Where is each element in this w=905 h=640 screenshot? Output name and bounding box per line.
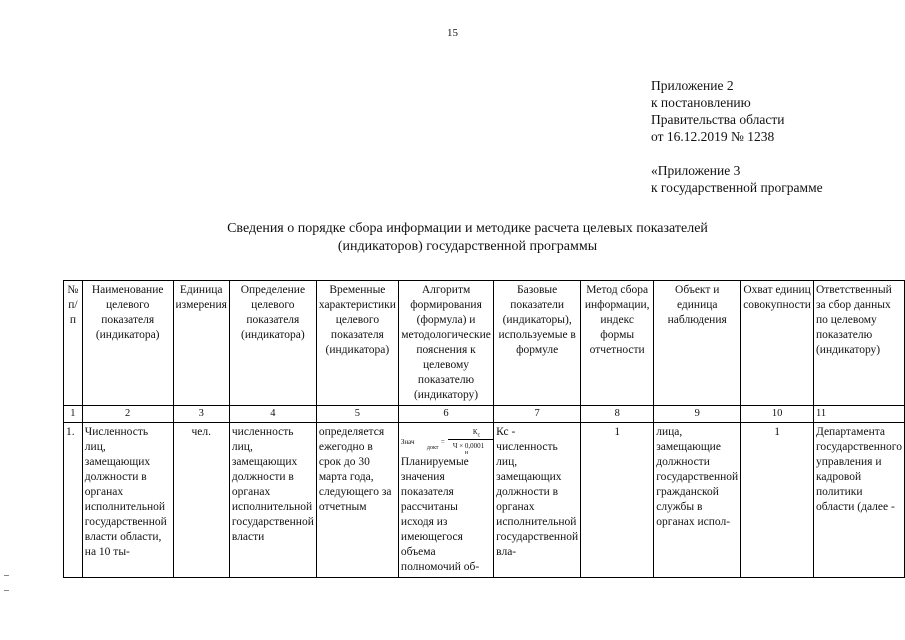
header-cell: Базовые показатели (индикаторы), используемые в формуле bbox=[494, 281, 581, 406]
responsible: Департамента государственного управления и кадровой политики области (далее - bbox=[813, 423, 904, 578]
indicator-name: Численность лиц, замещающих должности в органах исполнительной государственной власти области, на 10 ты- bbox=[82, 423, 173, 578]
unit-of-measure: чел. bbox=[173, 423, 229, 578]
column-number-row bbox=[64, 406, 905, 423]
column-number: 4 bbox=[229, 406, 316, 423]
row-number: 1. bbox=[64, 423, 83, 578]
appendix-line: от 16.12.2019 № 1238 bbox=[651, 129, 775, 144]
header-cell: № п/п bbox=[64, 281, 83, 406]
formula-denominator: Ч × 0,0001 bbox=[452, 442, 485, 450]
appendix-line: к постановлению bbox=[651, 95, 751, 110]
column-number: 8 bbox=[581, 406, 654, 423]
header-cell: Определение целевого показателя (индикатора) bbox=[229, 281, 316, 406]
time-characteristics: определяется ежегодно в срок до 30 марта года, следующего за отчетным bbox=[316, 423, 398, 578]
column-number: 9 bbox=[654, 406, 741, 423]
column-number: 7 bbox=[494, 406, 581, 423]
appendix-sub-line: к государственной программе bbox=[651, 180, 823, 195]
header-cell: Алгоритм формирования (формула) и методологические пояснения к целевому показателю (индикатору) bbox=[398, 281, 493, 406]
indicators-table bbox=[63, 280, 905, 578]
indicator-definition: численность лиц, замещающих должности в органах исполнительной государственной власти bbox=[229, 423, 316, 578]
formula-fraction-line bbox=[448, 439, 494, 440]
column-number: 6 bbox=[398, 406, 493, 423]
table-row bbox=[64, 423, 905, 578]
coverage: 1 bbox=[741, 423, 814, 578]
header-cell: Единица измерения bbox=[173, 281, 229, 406]
column-number: 5 bbox=[316, 406, 398, 423]
table-header-row bbox=[64, 281, 905, 406]
base-indicators: Кс - численность лиц, замещающих должности в органах исполнительной государственной вла- bbox=[494, 423, 581, 578]
formula-lhs: Знач bbox=[400, 438, 415, 446]
scan-mark bbox=[4, 590, 9, 591]
algorithm-cell bbox=[398, 423, 493, 578]
column-number: 3 bbox=[173, 406, 229, 423]
header-cell: Охват единиц совокупности bbox=[741, 281, 814, 406]
document-title bbox=[180, 220, 755, 256]
algorithm-text: Планируемые значения показателя рассчитаны исходя из имеющегося объема полномочий об- bbox=[400, 456, 480, 573]
document-title-line-1: Сведения о порядке сбора информации и методике расчета целевых показателей bbox=[227, 221, 708, 236]
formula-lhs-sub: докт bbox=[426, 445, 439, 451]
formula-equals: = bbox=[440, 438, 445, 446]
page-number: 15 bbox=[447, 27, 458, 39]
observation-object: лица, замещающие должности государственной гражданской службы в органах испол- bbox=[654, 423, 741, 578]
formula-numerator: $К_с$ bbox=[472, 428, 481, 439]
formula-denominator-sub: н bbox=[464, 450, 469, 456]
column-number: 1 bbox=[64, 406, 83, 423]
collection-method: 1 bbox=[581, 423, 654, 578]
header-cell: Объект и единица наблюдения bbox=[654, 281, 741, 406]
formula bbox=[401, 425, 491, 455]
appendix-block bbox=[651, 77, 823, 196]
appendix-line: Правительства области bbox=[651, 112, 785, 127]
document-title-line-2: (индикаторов) государственной программы bbox=[337, 239, 598, 254]
header-cell: Временные характеристики целевого показателя (индикатора) bbox=[316, 281, 398, 406]
column-number: 11 bbox=[813, 406, 904, 423]
column-number: 2 bbox=[82, 406, 173, 423]
scan-mark bbox=[4, 575, 9, 576]
column-number: 10 bbox=[741, 406, 814, 423]
header-cell: Ответственный за сбор данных по целевому показателю (индикатору) bbox=[813, 281, 904, 406]
appendix-line: Приложение 2 bbox=[651, 78, 734, 93]
header-cell: Наименование целевого показателя (индикатора) bbox=[82, 281, 173, 406]
header-cell: Метод сбора информации, индекс формы отчетности bbox=[581, 281, 654, 406]
appendix-sub-line: «Приложение 3 bbox=[651, 163, 741, 178]
